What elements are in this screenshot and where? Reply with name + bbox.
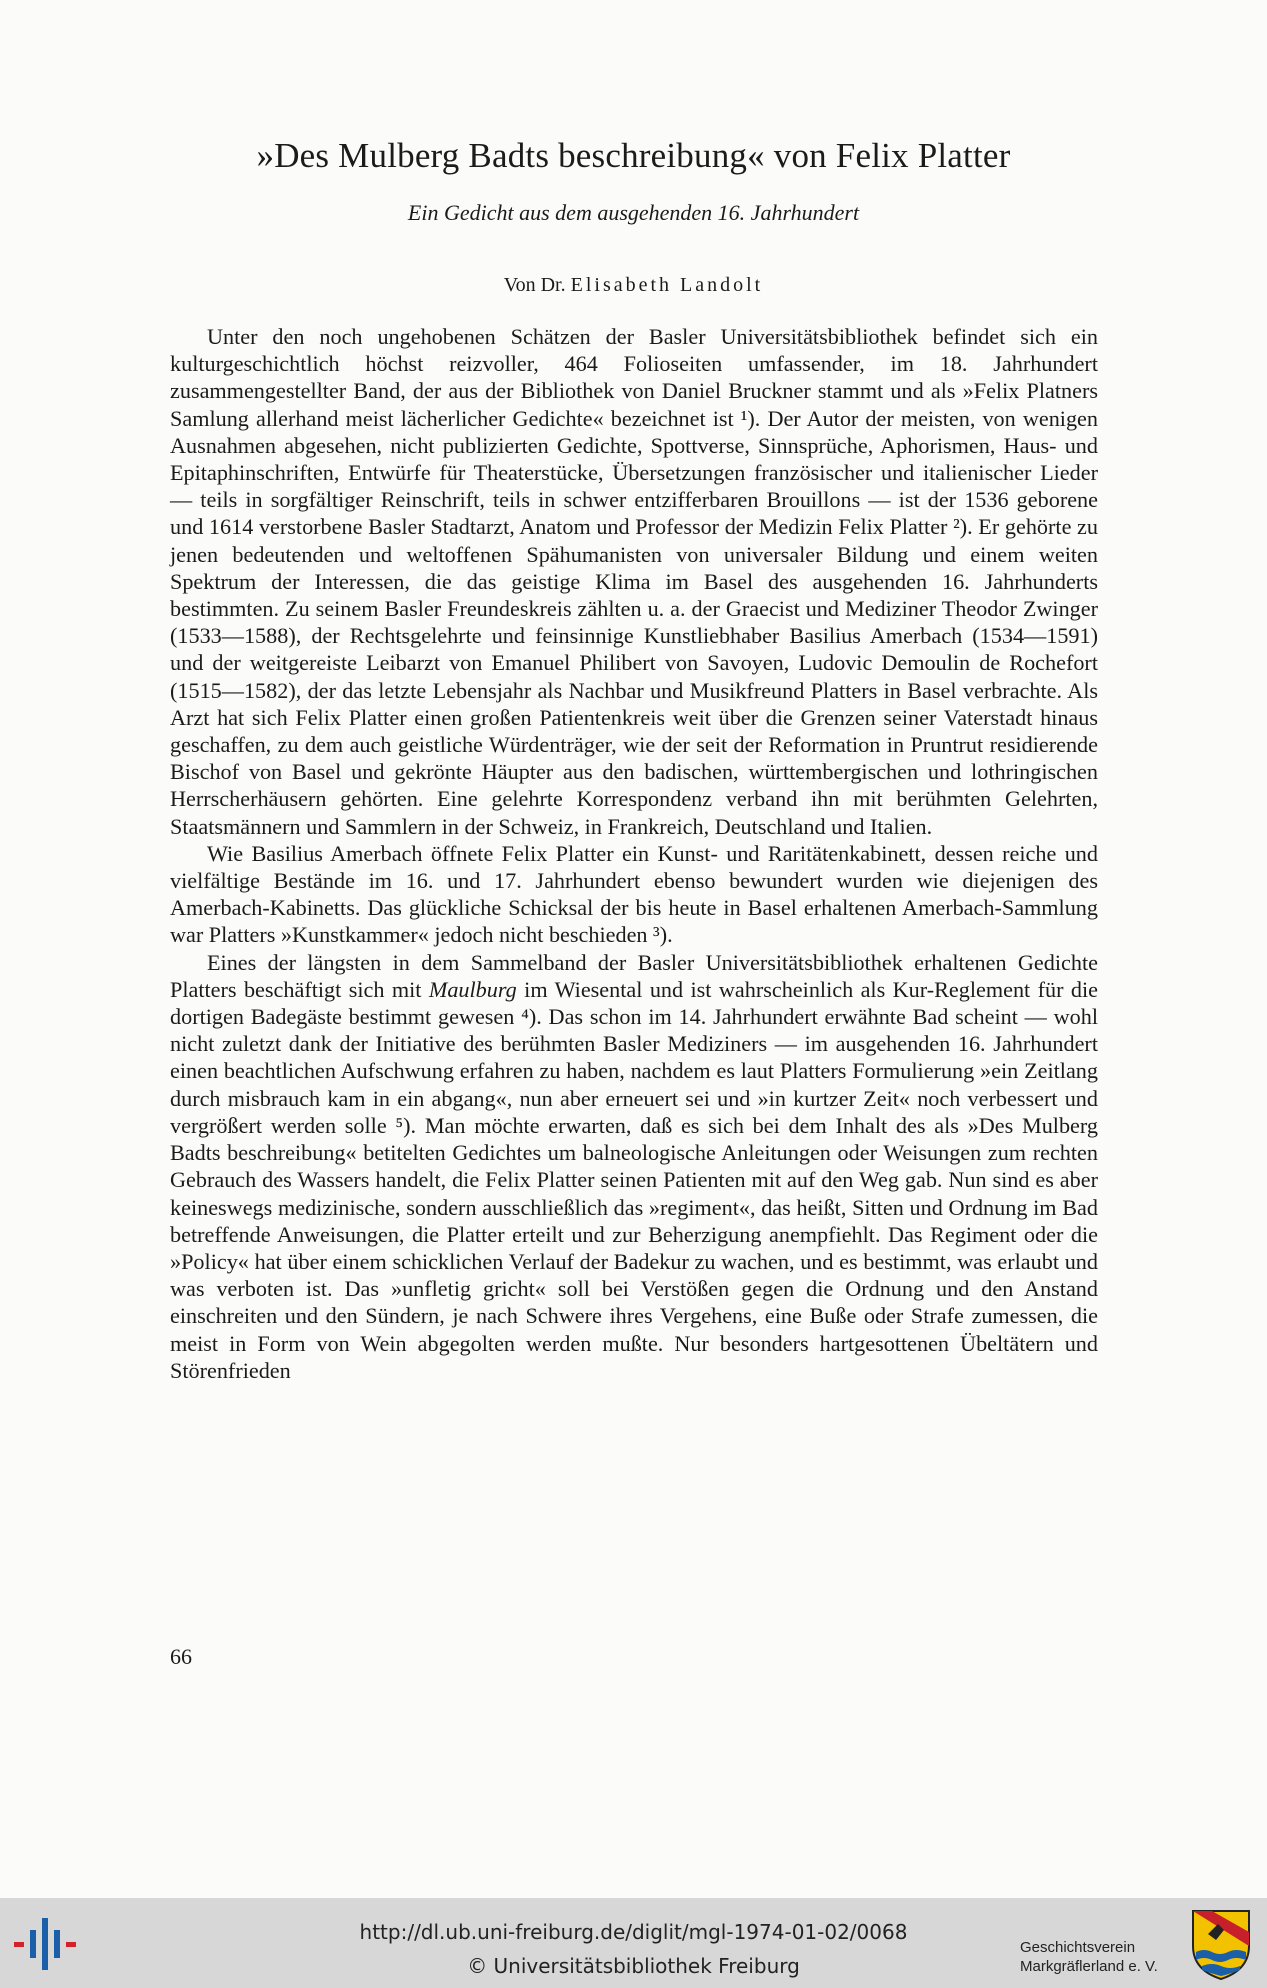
article-title: »Des Mulberg Badts beschreibung« von Felix Platter xyxy=(256,136,1011,175)
copyright-text: © Universitätsbibliothek Freiburg xyxy=(467,1954,800,1978)
paragraph-3 xyxy=(170,949,1098,1384)
coat-of-arms-icon xyxy=(1190,1908,1252,1982)
paragraph-3-text-start: Eines der längsten in dem Sammelband der Basler Universitätsbibliothek erhaltenen Gedichte Platters beschäftigt sich mit xyxy=(170,949,1098,1002)
page-number: 66 xyxy=(170,1644,192,1669)
author-prefix: Von Dr. xyxy=(503,274,566,296)
place-name-maulburg: Maulburg xyxy=(428,976,517,1002)
society-line-2: Markgräflerland e. V. xyxy=(1020,1958,1158,1975)
society-line-1: Geschichtsverein xyxy=(1020,1939,1136,1956)
article-body xyxy=(170,323,1098,1384)
paragraph-3-text-end: im Wiesental und ist wahrscheinlich als Kur-Reglement für die dortigen Badegäste bestimmt gewesen ⁴). Das schon im 14. Jahrhundert erwähnte Bad scheint — wohl nicht zuletzt dank der Initiative des berühmten Basler Mediziners — im ausgehenden 16. Jahrhundert einen beachtlichen Aufschwung erfahren zu haben, nachdem es laut Platters Formulierung »ein Zeitlang durch misbrauch kam in ein abgang«, nun aber erneuert sei und »in kurtzer Zeit« noch verbessert und vergrößert werden solle ⁵). Man möchte erwarten, daß es sich bei dem Inhalt des als »Des Mulberg Badts beschreibung« betitelten Gedichtes um balneologische Anleitungen oder Weisungen zum rechten Gebrauch des Wassers handelt, die Felix Platter seinen Patienten mit auf den Weg gab. Nun sind es aber keineswegs medizinische, sondern ausschließlich das »regiment«, das heißt, Sitten und Ordnung im Bad betreffende Anweisungen, die Platter erteilt und zur Beherzigung anempfiehlt. Das Regiment oder die »Policy« hat über einem schicklichen Verlauf der Badekur zu wachen, und es bestimmt, was erlaubt und was verboten ist. Das »unfletig gricht« soll bei Verstößen gegen die Ordnung und den Anstand einschreiten und den Sündern, je nach Schwere ihres Vergehens, eine Buße oder Strafe zumessen, die meist in Form von Wein abgegolten werden mußte. Nur besonders hartgesottenen Übeltätern und Störenfrieden xyxy=(170,976,1098,1383)
source-url-link[interactable]: http://dl.ub.uni-freiburg.de/diglit/mgl-1974-01-02/0068 xyxy=(359,1920,908,1944)
article-author xyxy=(0,274,1267,297)
paragraph-1-text: Unter den noch ungehobenen Schätzen der Basler Universitätsbibliothek befindet sich ein kulturgeschichtlich höchst reizvoller, 464 Folioseiten umfassender, im 18. Jahrhundert zusammengestellter Band, der aus der Bibliothek von Daniel Bruckner stammt und als »Felix Platners Samlung allerhand meist lächerlicher Gedichte« bezeichnet ist ¹). Der Autor der meisten, von wenigen Ausnahmen abgesehen, nicht publizierten Gedichte, Spottverse, Sinnsprüche, Aphorismen, Haus- und Epitaphinschriften, Entwürfe für Theaterstücke, Übersetzungen französischer und italienischer Lieder — teils in sorgfältiger Reinschrift, teils in schwer entzifferbaren Brouillons — ist der 1536 geborene und 1614 verstorbene Basler Stadtarzt, Anatom und Professor der Medizin Felix Platter ²). Er gehörte zu jenen bedeutenden und weltoffenen Spähumanisten von universaler Bildung und einem weiten Spektrum der Interessen, die das geistige Klima im Basel des ausgehenden 16. Jahrhunderts bestimmten. Zu seinem Basler Freundeskreis zählten u. a. der Graecist und Mediziner Theodor Zwinger (1533—1588), der Rechtsgelehrte und feinsinnige Kunstliebhaber Basilius Amerbach (1534—1591) und der weitgereiste Leibarzt von Emanuel Philibert von Savoyen, Ludovic Demoulin de Rochefort (1515—1582), der das letzte Lebensjahr als Nachbar und Musikfreund Platters in Basel verbrachte. Als Arzt hat sich Felix Platter einen großen Patientenkreis weit über die Grenzen seiner Vaterstadt hinaus geschaffen, zu dem auch geistliche Würdenträger, wie der seit der Reformation in Pruntrut residierende Bischof von Basel und gekrönte Häupter aus den badischen, württembergischen und lothringischen Herrscherhäusern gehörten. Eine gelehrte Korrespondenz verband ihn mit berühmten Gelehrten, Staatsmännern und Sammlern in der Schweiz, in Frankreich, Deutschland und Italien. xyxy=(170,324,1098,839)
paragraph-2-text: Wie Basilius Amerbach öffnete Felix Platter ein Kunst- und Raritätenkabinett, dessen reiche und vielfältige Bestände im 16. und 17. Jahrhundert ebenso bewundert wurden wie diejenigen des Amerbach-Kabinetts. Das glückliche Schicksal der bis heute in Basel erhaltenen Amerbach-Sammlung war Platters »Kunstkammer« jedoch nicht beschieden ³). xyxy=(170,840,1098,948)
society-name xyxy=(1020,1938,1158,1976)
author-name: Elisabeth Landolt xyxy=(570,274,764,296)
footer-bar xyxy=(0,1898,1267,1988)
paragraph-2 xyxy=(170,840,1098,949)
paragraph-1 xyxy=(170,323,1098,840)
article-subtitle: Ein Gedicht aus dem ausgehenden 16. Jahrhundert xyxy=(407,200,860,225)
